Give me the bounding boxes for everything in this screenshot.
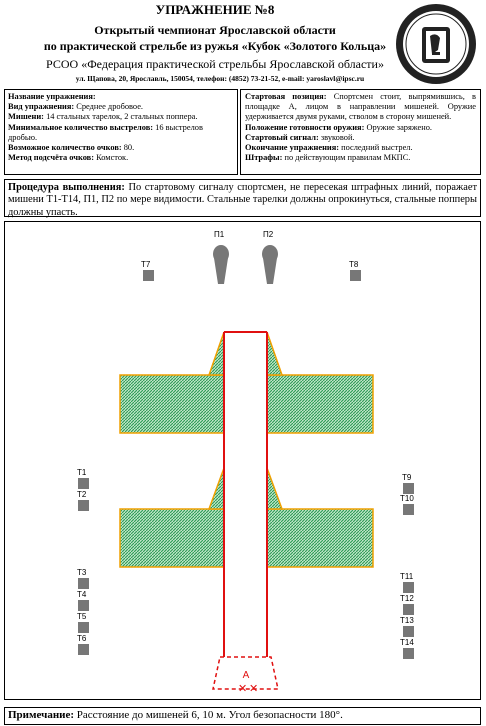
- scoring-label: Метод подсчёта очков:: [8, 153, 94, 163]
- penalty-lines: [224, 332, 267, 657]
- plate-t14: [403, 648, 414, 659]
- min-shots-label: Минимальное количество выстрелов:: [8, 122, 154, 132]
- exercise-info-panel: [4, 89, 238, 175]
- plate-t11: [403, 582, 414, 593]
- plate-t8: [350, 270, 361, 281]
- start-value: Спортсмен стоит, выпрямившись, в площадке А, лицом в направлении мишеней. Оружие удерживается двумя руками, стволом в сторону мишеней.: [245, 92, 476, 122]
- targets-value: 14 стальных тарелок, 2 стальных поппера.: [46, 112, 198, 122]
- federation-address: ул. Щапова, 20, Ярославль, 150054, телефон: (4852) 73-21-52, e-mail: yaroslavl@ipsc.ru: [75, 74, 365, 83]
- plate-label: Т4: [77, 590, 87, 599]
- ready-value: Оружие заряжено.: [366, 122, 432, 132]
- plate-label: Т14: [400, 638, 414, 647]
- lower-barrier: [120, 468, 373, 567]
- type-label: Вид упражнения:: [8, 102, 75, 112]
- max-points-label: Возможное количество очков:: [8, 143, 122, 153]
- popper-label: П2: [263, 230, 274, 239]
- popper-label: П1: [214, 230, 225, 239]
- plate-label: Т13: [400, 616, 414, 625]
- procedure-panel: [4, 179, 481, 217]
- plate-t5: [78, 622, 89, 633]
- exercise-title: УПРАЖНЕНИЕ №8: [155, 2, 275, 17]
- name-label: Название упражнения:: [8, 92, 96, 101]
- start-info-panel: [240, 89, 481, 175]
- plate-label: Т6: [77, 634, 87, 643]
- championship-title: Открытый чемпионат Ярославской области: [94, 23, 336, 37]
- plate-label: Т11: [400, 572, 414, 581]
- shooting-area-a: [213, 657, 278, 695]
- plate-t6: [78, 644, 89, 655]
- plate-label: Т9: [402, 473, 412, 482]
- note-text: Расстояние до мишеней 6, 10 м. Угол безопасности 180°.: [76, 709, 343, 721]
- plate-label: Т10: [400, 494, 414, 503]
- type-value: Среднее дробовое.: [76, 102, 144, 112]
- plate-t3: [78, 578, 89, 589]
- upper-barrier: [120, 332, 373, 433]
- plate-t7: [143, 270, 154, 281]
- min-shots-value: 16 выстрелов дробью.: [8, 122, 203, 142]
- ready-label: Положение готовности оружия:: [245, 122, 365, 132]
- plate-label: Т5: [77, 612, 87, 621]
- note-panel: [4, 707, 481, 725]
- plate-t4: [78, 600, 89, 611]
- plate-label: Т3: [77, 568, 87, 577]
- plate-label: Т2: [77, 490, 87, 499]
- start-cross-icon: ✕: [238, 683, 248, 695]
- end-value: последний выстрел.: [341, 143, 413, 153]
- plate-t9: [403, 483, 414, 494]
- plate-t10: [403, 504, 414, 515]
- signal-label: Стартовый сигнал:: [245, 132, 319, 142]
- note-label: Примечание:: [8, 709, 75, 721]
- start-cross-icon: ✕: [249, 683, 259, 695]
- plate-label: Т7: [141, 260, 151, 269]
- cup-title: по практической стрельбе из ружья «Кубок «Золотого Кольца»: [43, 39, 387, 53]
- plate-t12: [403, 604, 414, 615]
- procedure-text: По стартовому сигналу спортсмен, не пересекая штрафных линий, поражает мишени Т1-Т14, П1, П2 по мере видимости. Стальные тарелки должны опрокинуться, стальные попперы должны упасть.: [8, 182, 477, 218]
- plate-t2: [78, 500, 89, 511]
- penalty-label: Штрафы:: [245, 153, 283, 163]
- plate-label: Т12: [400, 594, 414, 603]
- max-points-value: 80.: [123, 143, 135, 153]
- plate-t1: [78, 478, 89, 489]
- start-label: Стартовая позиция:: [245, 92, 327, 101]
- scoring-value: Комсток.: [96, 153, 129, 163]
- targets-label: Мишени:: [8, 112, 44, 122]
- stage-diagram: [4, 221, 481, 700]
- federation-logo: [392, 2, 480, 86]
- stage-diagram-svg: [5, 222, 480, 699]
- popper-p2: [262, 245, 278, 284]
- popper-p1: [213, 245, 229, 284]
- procedure-label: Процедура выполнения:: [8, 182, 125, 193]
- plate-label: Т1: [77, 468, 87, 477]
- penalty-value: по действующим правилам МКПС.: [284, 153, 411, 163]
- plate-label: Т8: [349, 260, 359, 269]
- signal-value: звуковой.: [320, 132, 355, 142]
- area-label: А: [242, 670, 250, 681]
- end-label: Окончание упражнения:: [245, 143, 340, 153]
- plate-t13: [403, 626, 414, 637]
- federation-title: РСОО «Федерация практической стрельбы Ярославской области»: [46, 57, 384, 71]
